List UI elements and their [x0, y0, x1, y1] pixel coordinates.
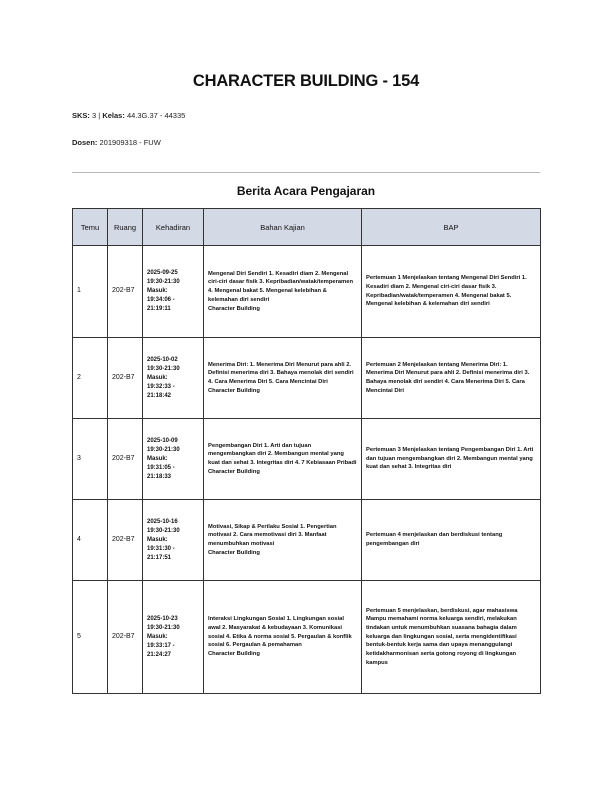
temu-cell: 1: [73, 246, 108, 338]
ruang-cell: 202-B7: [108, 500, 143, 581]
masuk-time: 19:33:17 -: [147, 642, 175, 649]
kehadiran-cell: [143, 500, 204, 581]
session-time: 19:30-21:30: [147, 279, 180, 285]
course-name: Character Building: [208, 305, 260, 312]
bahan-kajian-cell: [204, 581, 362, 694]
masuk-label: Masuk:: [147, 374, 168, 381]
course-name: Character Building: [208, 387, 260, 394]
course-name: Character Building: [208, 549, 260, 556]
bahan-kajian-cell: [204, 338, 362, 419]
header-bahan-kajian: Bahan Kajian: [204, 209, 362, 246]
course-name: Character Building: [208, 651, 260, 658]
masuk-time: 19:34:06 -: [147, 297, 175, 303]
bahan-text: Menerima Diri: 1. Menerima Diri Menurut para ahli 2. Definisi menerima diri 3. Bahaya menolak diri sendiri 4. Cara Menerima Diri 5. Cara Mencintai Diri: [208, 361, 354, 385]
document-title: CHARACTER BUILDING - 154: [192, 72, 420, 90]
lecturer-info: [72, 138, 161, 147]
session-time: 19:30-21:30: [147, 624, 180, 631]
session-date: 2025-10-02: [147, 356, 178, 363]
session-time: 19:30-21:30: [147, 527, 180, 534]
ruang-cell: 202-B7: [108, 419, 143, 500]
teaching-report-table: [72, 208, 541, 694]
kehadiran-cell: [143, 419, 204, 500]
session-date: 2025-10-09: [147, 437, 178, 444]
bahan-kajian-cell: [204, 500, 362, 581]
masuk-label: Masuk:: [147, 536, 168, 543]
ruang-cell: 202-B7: [108, 581, 143, 694]
temu-cell: 2: [73, 338, 108, 419]
bap-cell: Pertemuan 3 Menjelaskan tentang Pengembangan Diri 1. Arti dan tujuan mengembangkan diri 2. Membangun mental yang kuat dan sehat 3. Integritas diri: [362, 419, 541, 500]
table-row: [73, 246, 541, 338]
class-info: [72, 111, 185, 120]
kelas-label: Kelas:: [102, 111, 125, 120]
header-bap: BAP: [362, 209, 541, 246]
session-date: 2025-10-16: [147, 518, 178, 525]
table-row: [73, 500, 541, 581]
kehadiran-cell: [143, 246, 204, 338]
session-date: 2025-09-25: [147, 270, 178, 276]
dosen-label: Dosen:: [72, 138, 98, 147]
table-header-row: [73, 209, 541, 246]
header-temu: Temu: [73, 209, 108, 246]
table-row: [73, 581, 541, 694]
temu-cell: 3: [73, 419, 108, 500]
masuk-label: Masuk:: [147, 288, 168, 294]
keluar-time: 21:24:27: [147, 651, 172, 658]
temu-cell: 5: [73, 581, 108, 694]
bahan-kajian-cell: [204, 419, 362, 500]
masuk-time: 19:31:30 -: [147, 545, 175, 552]
bap-cell: Pertemuan 2 Menjelaskan tentang Menerima Diri: 1. Menerima Diri Menurut para ahli 2. Definisi menerima diri 3. Bahaya menolak diri sendiri 4. Cara Menerima Diri 5. Cara Mencintai Diri: [362, 338, 541, 419]
bahan-text: Mengenal Diri Sendiri 1. Kesadiri diam 2. Mengenal ciri-ciri dasar fisik 3. Kepribadian/watak/temperamen 4. Mengenal bakat 5. Mengenal kelebihan & kelemahan diri sendiri: [208, 270, 353, 303]
bahan-kajian-cell: [204, 246, 362, 338]
kehadiran-cell: [143, 581, 204, 694]
dosen-value: 201909318 - FUW: [99, 138, 161, 147]
ruang-cell: 202-B7: [108, 338, 143, 419]
bap-cell: Pertemuan 5 menjelaskan, berdiskusi, agar mahasiswa Mampu memahami norma keluarga sendiri, melakukan tindakan untuk menumbuhkan suasana bahagia dalam keluarga dan lingkungan sosial, serta mengidentifikasi bentuk-bentuk kerja sama dan upaya menanggulangi ketidakharmonisan serta gotong royong di lingkungan kampus: [362, 581, 541, 694]
masuk-label: Masuk:: [147, 633, 168, 640]
bahan-text: Motivasi, Sikap & Perilaku Sosial 1. Pengertian motivasi 2. Cara memotivasi diri 3. Manfaat menumbuhkan motivasi: [208, 523, 337, 547]
masuk-label: Masuk:: [147, 455, 168, 462]
course-name: Character Building: [208, 468, 260, 475]
sks-value: 3: [92, 111, 97, 120]
sks-label: SKS:: [72, 111, 90, 120]
keluar-time: 21:18:42: [147, 392, 172, 399]
session-time: 19:30-21:30: [147, 446, 180, 453]
session-time: 19:30-21:30: [147, 365, 180, 372]
bahan-text: Pengembangan Diri 1. Arti dan tujuan mengembangkan diri 2. Membangun mental yang kuat dan sehat 3. Integritas diri 4. 7 Kebiasaan Pribadi: [208, 442, 357, 466]
masuk-time: 19:31:05 -: [147, 464, 175, 471]
kehadiran-cell: [143, 338, 204, 419]
keluar-time: 21:17:51: [147, 554, 172, 561]
session-date: 2025-10-23: [147, 615, 178, 622]
keluar-time: 21:18:33: [147, 473, 172, 480]
section-title: Berita Acara Pengajaran: [236, 184, 376, 198]
masuk-time: 19:32:33 -: [147, 383, 175, 390]
bahan-text: Interaksi Lingkungan Sosial 1. Lingkungan sosial awal 2. Masyarakat & kebudayaan 3. Komunikasi sosial 4. Etika & norma sosial 5. Pergaulan & konflik sosial 6. Pergaulan & pemahaman: [208, 616, 352, 649]
kelas-value: 44.3G.37 - 44335: [126, 111, 186, 120]
bap-cell: Pertemuan 1 Menjelaskan tentang Mengenal Diri Sendiri 1. Kesadiri diam 2. Mengenal ciri-ciri dasar fisik 3. Kepribadian/watak/temperamen 4. Mengenal bakat 5. Mengenal kelebihan & kelemahan diri sendiri: [362, 246, 541, 338]
table-row: [73, 338, 541, 419]
bap-cell: Pertemuan 4 menjelaskan dan berdiskusi tentang pengembangan diri: [362, 500, 541, 581]
keluar-time: 21:19:11: [147, 306, 171, 312]
separator: |: [98, 111, 101, 120]
table-row: [73, 419, 541, 500]
header-ruang: Ruang: [108, 209, 143, 246]
divider: [72, 172, 540, 173]
ruang-cell: 202-B7: [108, 246, 143, 338]
temu-cell: 4: [73, 500, 108, 581]
header-kehadiran: Kehadiran: [143, 209, 204, 246]
